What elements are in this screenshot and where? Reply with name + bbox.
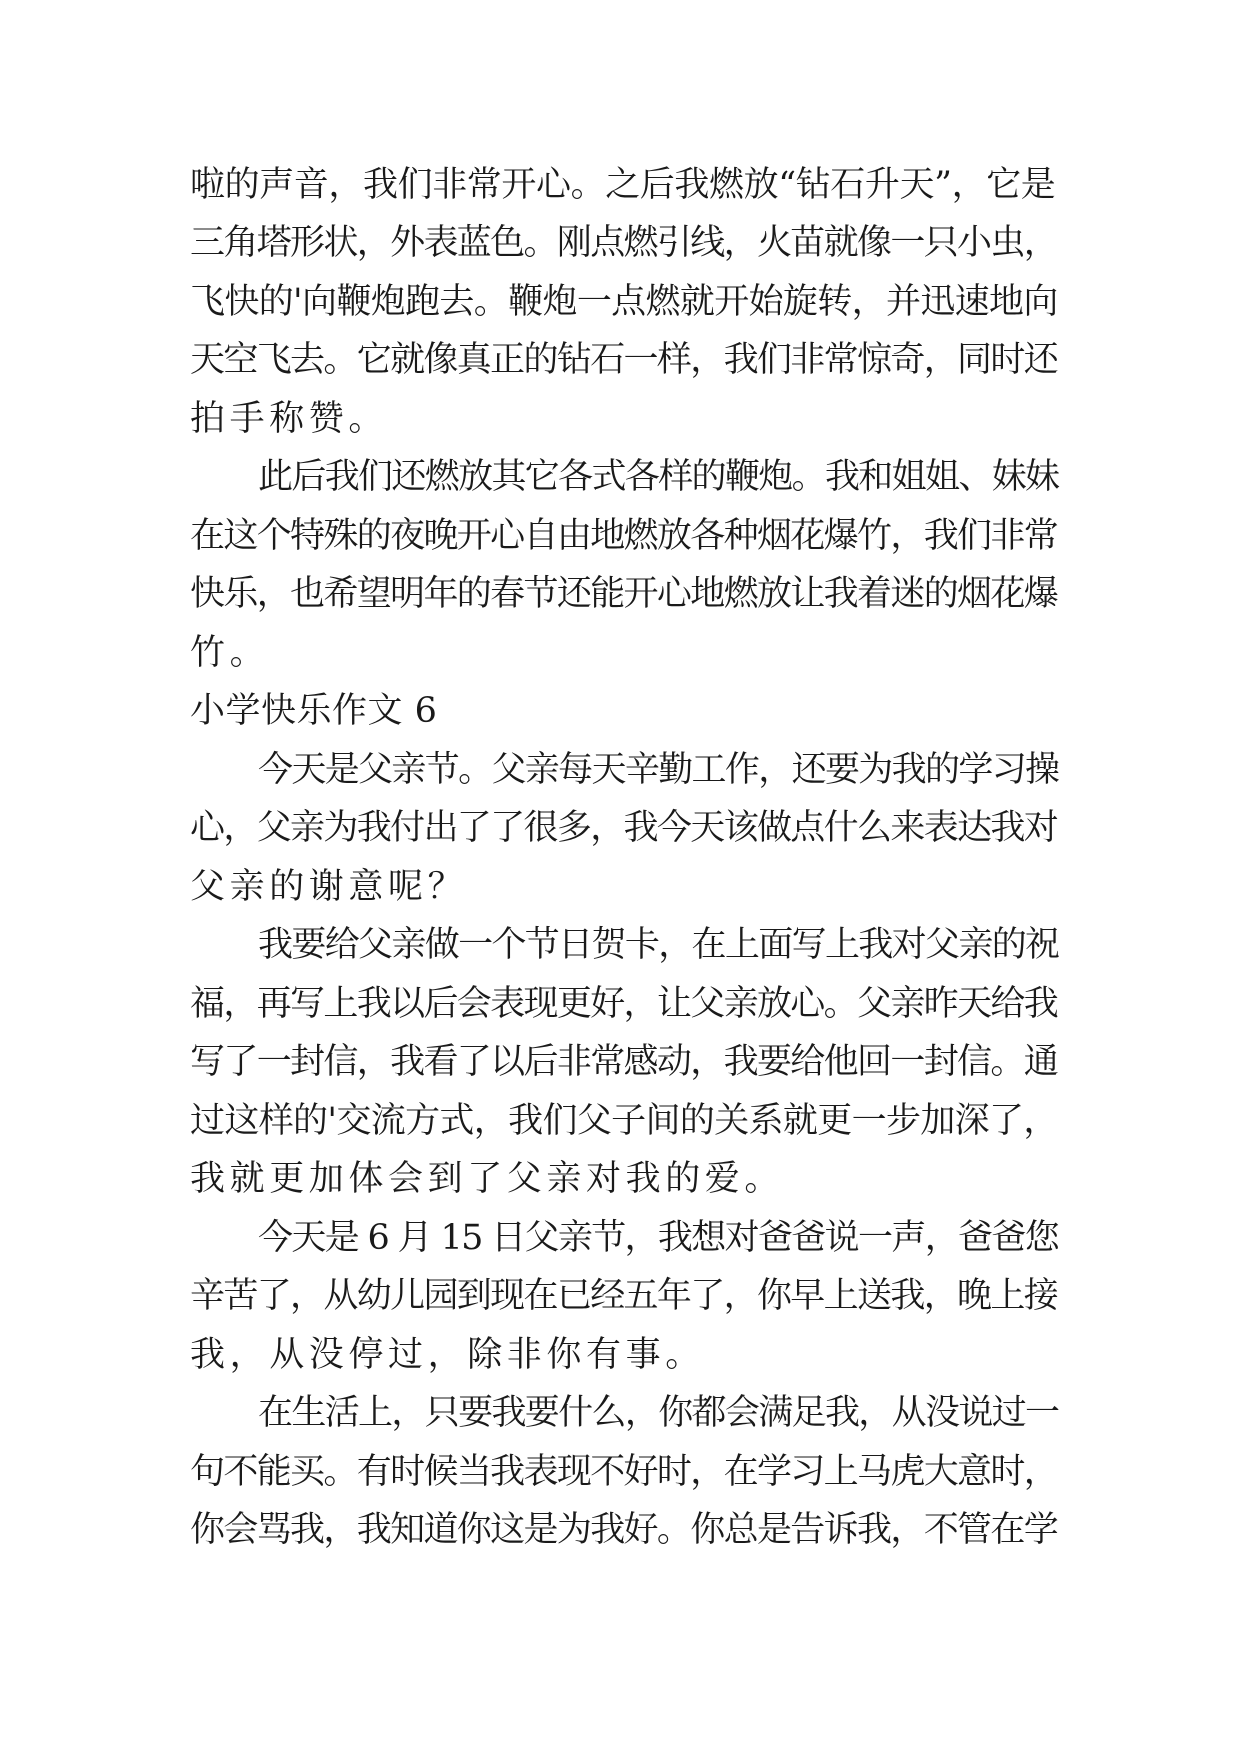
text-line: 过这样的'交流方式，我们父子间的关系就更一步加深了， bbox=[190, 1101, 1058, 1141]
text-line: 父亲的谢意呢？ bbox=[190, 867, 468, 907]
text-line: 句不能买。有时候当我表现不好时，在学习上马虎大意时， bbox=[190, 1452, 1058, 1492]
text-line: 啦的声音，我们非常开心。之后我燃放“钻石升天”，它是 bbox=[190, 165, 1056, 205]
section-heading: 小学快乐作文 6 bbox=[190, 691, 438, 731]
text-line: 天空飞去。它就像真正的钻石一样，我们非常惊奇，同时还 bbox=[190, 340, 1058, 380]
text-line: 我就更加体会到了父亲对我的爱。 bbox=[190, 1159, 785, 1199]
paragraph-first-line: 在生活上，只要我要什么，你都会满足我，从没说过一 bbox=[258, 1393, 1059, 1433]
text-line: 快乐，也希望明年的春节还能开心地燃放让我着迷的烟花爆 bbox=[190, 574, 1058, 614]
text-line: 在这个特殊的夜晚开心自由地燃放各种烟花爆竹，我们非常 bbox=[190, 516, 1058, 556]
text-line: 心，父亲为我付出了了很多，我今天该做点什么来表达我对 bbox=[190, 808, 1058, 848]
text-line: 福，再写上我以后会表现更好，让父亲放心。父亲昨天给我 bbox=[190, 984, 1058, 1024]
text-line: 你会骂我，我知道你这是为我好。你总是告诉我，不管在学 bbox=[190, 1510, 1058, 1550]
text-line: 竹。 bbox=[190, 633, 270, 673]
paragraph-first-line: 此后我们还燃放其它各式各样的鞭炮。我和姐姐、妹妹 bbox=[258, 457, 1059, 497]
text-line: 拍手称赞。 bbox=[190, 399, 389, 439]
text-line: 辛苦了，从幼儿园到现在已经五年了，你早上送我，晚上接 bbox=[190, 1276, 1058, 1316]
text-line: 飞快的'向鞭炮跑去。鞭炮一点燃就开始旋转，并迅速地向 bbox=[190, 282, 1058, 322]
text-line: 三角塔形状，外表蓝色。刚点燃引线，火苗就像一只小虫， bbox=[190, 223, 1058, 263]
paragraph-first-line: 今天是 6 月 15 日父亲节，我想对爸爸说一声，爸爸您 bbox=[258, 1218, 1059, 1258]
paragraph-first-line: 我要给父亲做一个节日贺卡，在上面写上我对父亲的祝 bbox=[258, 925, 1059, 965]
text-line: 写了一封信，我看了以后非常感动，我要给他回一封信。通 bbox=[190, 1042, 1058, 1082]
text-line: 我，从没停过，除非你有事。 bbox=[190, 1335, 705, 1375]
paragraph-first-line: 今天是父亲节。父亲每天辛勤工作，还要为我的学习操 bbox=[258, 750, 1059, 790]
